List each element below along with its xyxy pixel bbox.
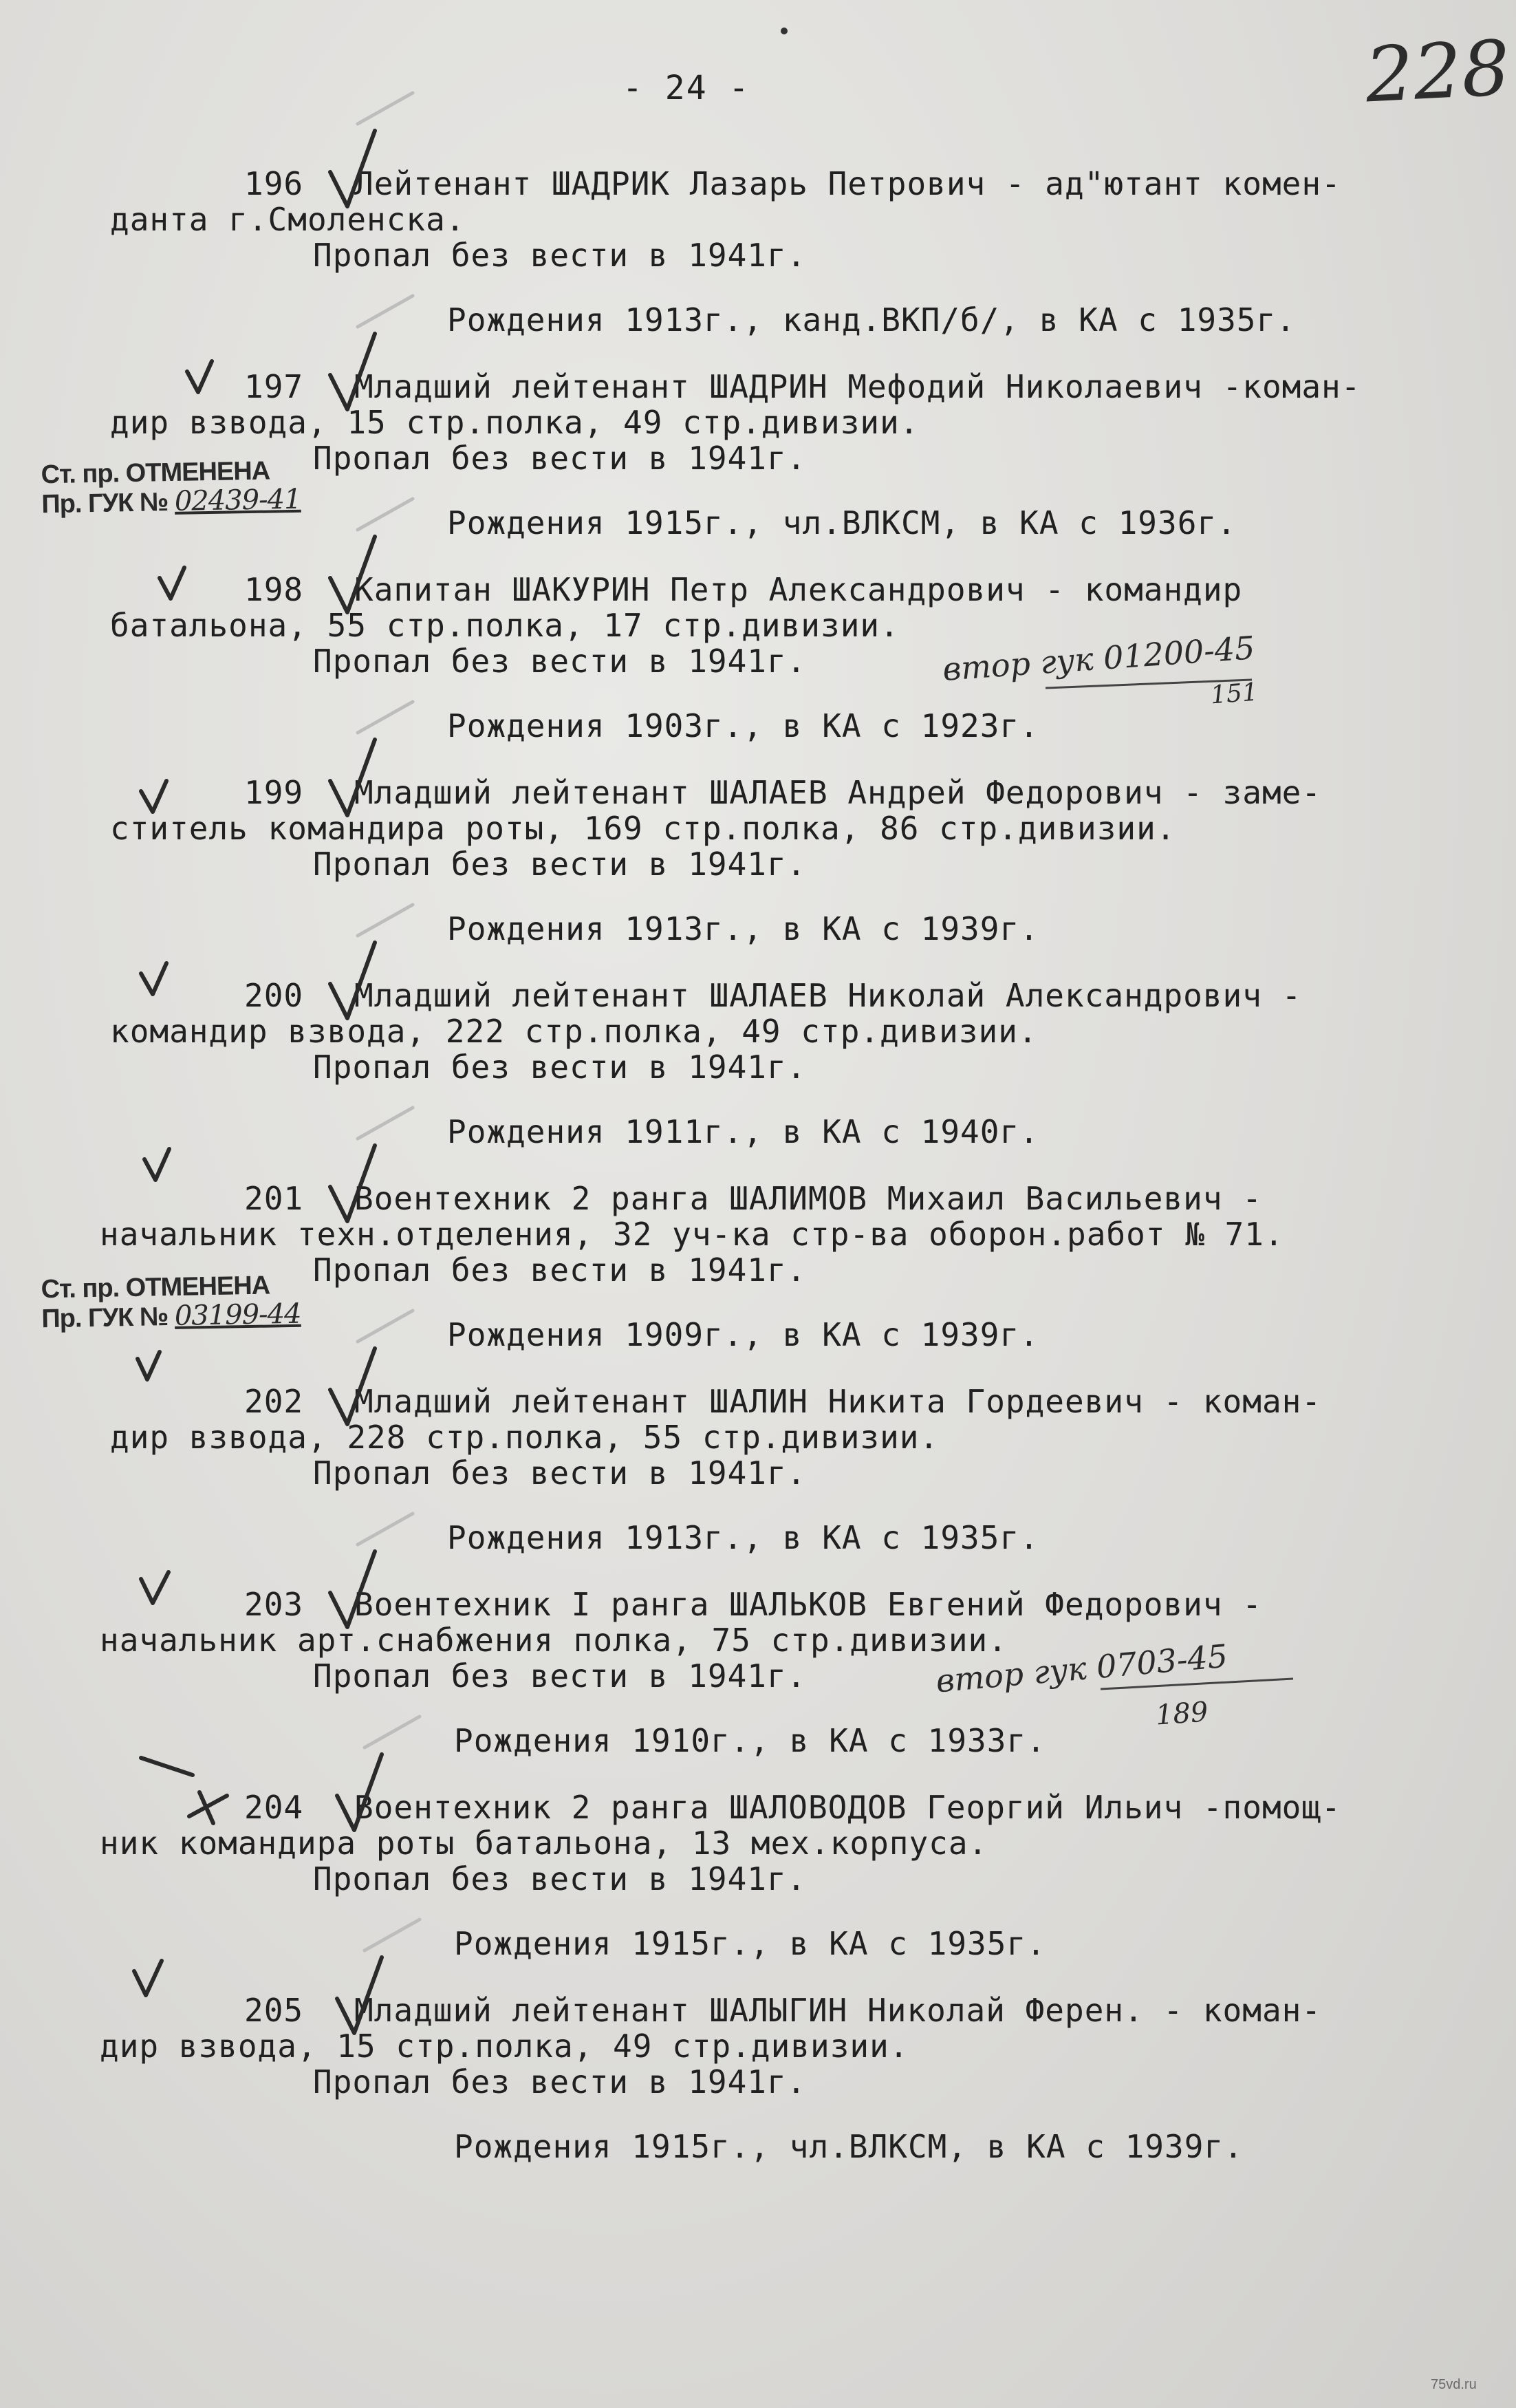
entry-line-2: дир взвода, 228 стр.полка, 55 стр.дивизии.: [110, 1419, 940, 1456]
entry-line-4: Рождения 1909г., в КА с 1939г.: [447, 1316, 1039, 1353]
entry-line-2: командир взвода, 222 стр.полка, 49 стр.дивизии.: [110, 1013, 1038, 1050]
entry-line-4: Рождения 1913г., в КА с 1935г.: [447, 1519, 1039, 1556]
handwritten-note-1-sub: 151: [1209, 678, 1259, 710]
entry-number: 201: [244, 1180, 304, 1217]
handwritten-note-2-sub: 189: [1154, 1696, 1209, 1732]
site-watermark: 75vd.ru: [1431, 2377, 1477, 2392]
entry-line-1: Воентехник I ранга ШАЛЬКОВ Евгений Федорович -: [354, 1586, 1262, 1623]
entry-line-2: ник командира роты батальона, 13 мех.корпуса.: [100, 1825, 988, 1862]
entry-line-1: Младший лейтенант ШАЛАЕВ Андрей Федорович - заме-: [354, 774, 1322, 811]
entry-line-1: Лейтенант ШАДРИК Лазарь Петрович - ад"ютант комен-: [354, 165, 1341, 202]
entry-number: 202: [244, 1383, 304, 1420]
entry-line-2: дир взвода, 15 стр.полка, 49 стр.дивизии.: [110, 404, 920, 441]
entry-line-3: Пропал без вести в 1941г.: [313, 1251, 807, 1289]
entry-number: 198: [244, 571, 304, 608]
entry-line-1: Младший лейтенант ШАДРИН Мефодий Николаевич -коман-: [354, 368, 1361, 405]
entry-number: 205: [244, 1992, 304, 2029]
handwritten-note-1: втор гук 01200-45: [941, 629, 1256, 688]
entry-line-2: батальона, 55 стр.полка, 17 стр.дивизии.: [110, 607, 900, 644]
entry-number: 196: [244, 165, 304, 202]
entry-line-1: Воентехник 2 ранга ШАЛИМОВ Михаил Васильевич -: [354, 1180, 1262, 1217]
entry-line-2: начальник арт.снабжения полка, 75 стр.дивизии.: [100, 1622, 1008, 1659]
entry-line-4: Рождения 1913г., в КА с 1939г.: [447, 910, 1039, 947]
entry-line-3: Пропал без вести в 1941г.: [313, 237, 807, 274]
cancellation-stamp-1: Ст. пр. ОТМЕНЕНА Пр. ГУК № 02439-41: [41, 456, 301, 519]
entry-number: 200: [244, 977, 304, 1014]
handwritten-note-2: втор гук 0703-45: [934, 1637, 1229, 1700]
entry-line-4: Рождения 1913г., канд.ВКП/б/, в КА с 1935г.: [447, 301, 1296, 338]
entry-line-3: Пропал без вести в 1941г.: [313, 440, 807, 477]
entry-line-3: Пропал без вести в 1941г.: [313, 643, 807, 680]
corner-handwritten-number: 228: [1363, 23, 1513, 120]
entry-number: 204: [244, 1789, 304, 1826]
entry-line-3: Пропал без вести в 1941г.: [313, 846, 807, 883]
entry-line-4: Рождения 1915г., в КА с 1935г.: [454, 1925, 1046, 1962]
entry-line-4: Рождения 1911г., в КА с 1940г.: [447, 1113, 1039, 1150]
entry-line-3: Пропал без вести в 1941г.: [313, 1657, 807, 1695]
page-number: - 24 -: [622, 69, 750, 107]
entry-line-4: Рождения 1910г., в КА с 1933г.: [454, 1722, 1046, 1759]
entry-number: 203: [244, 1586, 304, 1623]
entry-line-1: Воентехник 2 ранга ШАЛОВОДОВ Георгий Ильич -помощ-: [354, 1789, 1341, 1826]
entry-line-1: Младший лейтенант ШАЛЫГИН Николай Ферен. - коман-: [354, 1992, 1322, 2029]
entry-line-1: Младший лейтенант ШАЛИН Никита Гордеевич - коман-: [354, 1383, 1322, 1420]
entry-line-1: Капитан ШАКУРИН Петр Александрович - командир: [354, 571, 1243, 608]
cancellation-stamp-2: Ст. пр. ОТМЕНЕНА Пр. ГУК № 03199-44: [41, 1271, 301, 1334]
entry-line-1: Младший лейтенант ШАЛАЕВ Николай Александрович -: [354, 977, 1302, 1014]
entry-number: 199: [244, 774, 304, 811]
entry-line-4: Рождения 1903г., в КА с 1923г.: [447, 707, 1039, 744]
entry-line-4: Рождения 1915г., чл.ВЛКСМ, в КА с 1936г.: [447, 504, 1237, 541]
entry-line-3: Пропал без вести в 1941г.: [313, 1860, 807, 1898]
entry-line-3: Пропал без вести в 1941г.: [313, 1049, 807, 1086]
entry-line-2: дир взвода, 15 стр.полка, 49 стр.дивизии.: [100, 2028, 909, 2065]
entry-line-4: Рождения 1915г., чл.ВЛКСМ, в КА с 1939г.: [454, 2128, 1244, 2165]
entry-line-3: Пропал без вести в 1941г.: [313, 1454, 807, 1492]
entry-number: 197: [244, 368, 304, 405]
entry-line-2: данта г.Смоленска.: [110, 201, 466, 238]
entry-line-3: Пропал без вести в 1941г.: [313, 2063, 807, 2100]
entry-line-2: ститель командира роты, 169 стр.полка, 86 стр.дивизии.: [110, 810, 1176, 847]
entry-line-2: начальник техн.отделения, 32 уч-ка стр-ва оборон.работ № 71.: [100, 1216, 1284, 1253]
